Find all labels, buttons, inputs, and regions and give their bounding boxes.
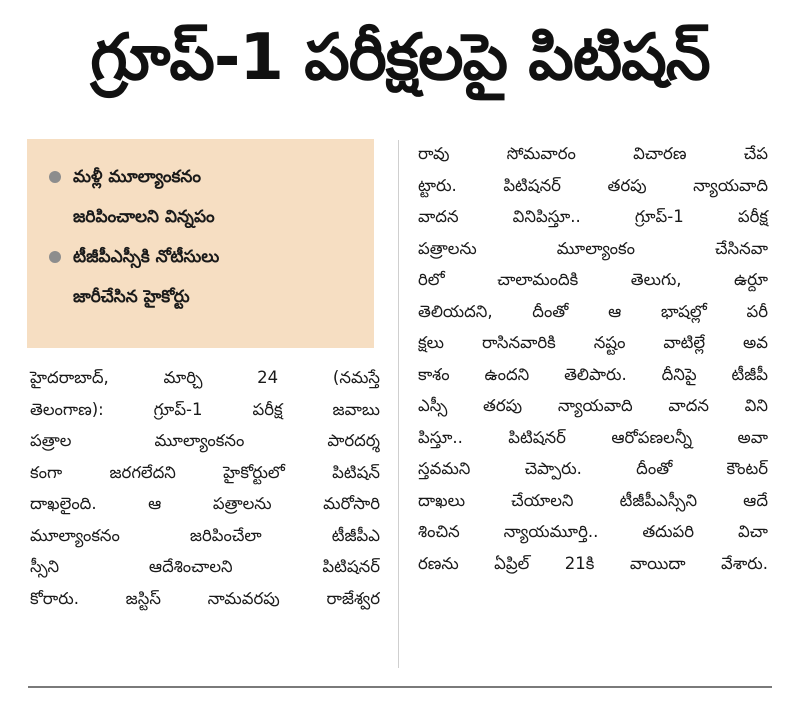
article-line: దాఖలైంది. ఆ పత్రాలను మరోసారి	[30, 494, 380, 513]
highlight-item	[49, 237, 360, 317]
article-column-left	[30, 362, 380, 614]
article-line: కంగా జరగలేదని హైకోర్టులో పిటిషన్	[30, 462, 380, 482]
bullet-icon	[49, 171, 61, 183]
article-line: శించిన న్యాయమూర్తి.. తదుపరి విచా	[418, 522, 768, 541]
article-line: దాఖలు చేయాలని టీజీపీఎస్సీని ఆదే	[418, 490, 768, 510]
article-line: పత్రాలను మూల్యాంకం చేసినవా	[418, 238, 768, 258]
article-column-right	[418, 138, 768, 579]
article-line: మూల్యాంకనం జరిపించేలా టీజీపీఎ	[30, 525, 380, 545]
article-line: తెలియదని, దీంతో ఆ భాషల్లో పరీ	[418, 301, 768, 321]
bullet-icon	[49, 251, 61, 263]
highlight-item	[49, 157, 360, 237]
article-line: ట్టారు. పిటిషనర్ తరపు న్యాయవాది	[418, 175, 768, 195]
article-line: వాదన వినిపిస్తూ.. గ్రూప్-1 పరీక్ష	[418, 207, 768, 226]
article-line: హైదరాబాద్, మార్చి 24 (నమస్తే	[30, 368, 380, 387]
article-line: క్షలు రాసినవారికి నష్టం వాటిల్లే అవ	[418, 333, 768, 352]
highlight-text: టీజీపీఎస్సీకి నోటీసులు జారీచేసిన హైకోర్టు	[73, 247, 220, 307]
article-line: స్తవమని చెప్పారు. దీంతో కౌంటర్	[418, 459, 768, 478]
article-line: రణను ఏప్రిల్ 21కి వాయిదా వేశారు.	[418, 553, 768, 573]
column-divider	[398, 140, 399, 668]
article-line: పిస్తూ.. పిటిషనర్ ఆరోపణలన్నీ అవా	[418, 427, 768, 447]
article-line: స్సీని ఆదేశించాలని పిటిషనర్	[30, 557, 380, 576]
article-line: రావు సోమవారం విచారణ చేప	[418, 144, 768, 163]
highlights-box	[27, 139, 374, 348]
highlight-text: మళ్లీ మూల్యాంకనం జరిపించాలని విన్నపం	[73, 167, 215, 227]
article-line: రిలో చాలామందికి తెలుగు, ఉర్దూ	[418, 270, 768, 289]
article-line: కాశం ఉందని తెలిపారు. దీనిపై టీజీపీ	[418, 364, 768, 384]
bottom-rule	[28, 686, 772, 688]
headline: గ్రూప్-1 పరీక్షలపై పిటిషన్	[90, 21, 710, 95]
article-line: తెలంగాణ): గ్రూప్-1 పరీక్ష జవాబు	[30, 399, 380, 419]
article-line: కోరారు. జస్టిస్ నామవరపు రాజేశ్వర	[30, 588, 380, 608]
article-line: ఎస్సీ తరపు న్యాయవాది వాదన విని	[418, 396, 768, 415]
article-line: పత్రాల మూల్యాంకనం పారదర్శ	[30, 431, 380, 450]
